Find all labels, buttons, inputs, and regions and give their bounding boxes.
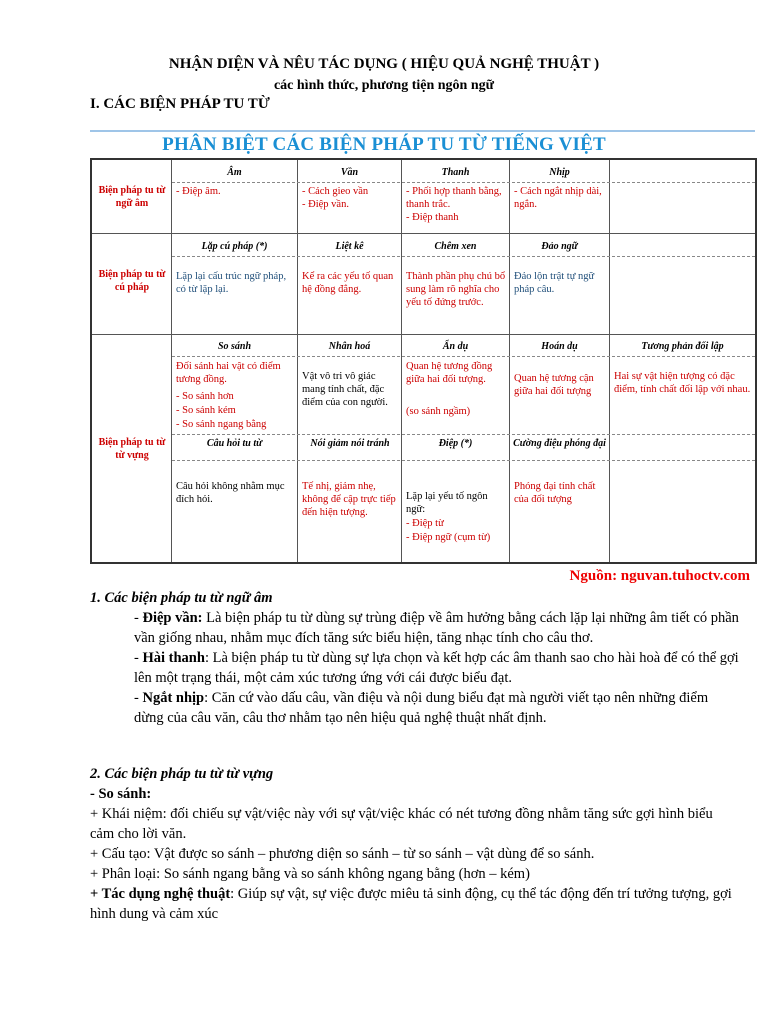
row-label-syntax: Biện pháp tu từ cú pháp: [98, 269, 166, 293]
section2-block: [90, 764, 740, 924]
doc-subtitle: các hình thức, phương tiện ngôn ngữ: [273, 78, 495, 93]
header-lap-cu-phap: Lặp cú pháp (*): [201, 241, 268, 252]
table-divider: [172, 460, 755, 461]
cell-so-sanh-kem: - So sánh kém: [176, 405, 236, 416]
header-thanh: Thanh: [441, 167, 470, 178]
table-divider: [509, 160, 510, 562]
term-ngat-nhip: Ngắt nhịp: [142, 690, 205, 706]
cell-so-sanh-ngang: - So sánh ngang bằng: [176, 419, 267, 430]
text-diep-van: Là biện pháp tu từ dùng sự trùng điệp về âm hưởng bằng cách lặp lại những âm tiết có phần vần giống nhau, nhằm mục đích tăng sức biểu hiện, tăng nhạc tính cho câu thơ.: [134, 610, 739, 646]
table-divider: [172, 256, 755, 257]
cell-cau-hoi: Câu hỏi không nhằm mục đích hỏi.: [176, 481, 285, 505]
source-link: Nguồn: nguvan.tuhoctv.com: [569, 568, 750, 584]
paragraph-diep-van: - Điệp vần: Là biện pháp tu từ dùng sự trùng điệp về âm hưởng bằng cách lặp lại những âm tiết có phần vần giống nhau, nhằm mục đích tăng sức biểu hiện, tăng nhạc tính cho câu thơ.: [134, 610, 739, 646]
cell-so-sanh-hon: - So sánh hơn: [176, 391, 234, 402]
section2-heading: 2. Các biện pháp tu từ từ vựng: [90, 766, 274, 782]
term-hai-thanh: Hài thanh: [142, 650, 205, 666]
line-cau-tao: + Cấu tạo: Vật được so sánh – phương diện so sánh – từ so sánh – vật dùng để so sánh.: [90, 846, 595, 862]
header-an-du: Ẩn dụ: [442, 341, 469, 352]
cell-diep-am: - Điệp âm.: [176, 186, 221, 197]
header-liet-ke: Liệt kê: [335, 241, 364, 252]
header-van: Vần: [340, 167, 359, 178]
header-nhip: Nhịp: [549, 167, 570, 178]
line-khai-niem: + Khái niệm: đối chiếu sự vật/việc này với sự vật/việc khác có nét tương đồng nhằm tăng sức gợi hình biểu cảm cho lời văn.: [90, 806, 713, 842]
table-divider: [92, 334, 755, 335]
paragraph-ngat-nhip: - Ngắt nhịp: Căn cứ vào dấu câu, vần điệu và nội dung biểu đạt mà người viết tạo nên những điểm dừng của câu văn, câu thơ nhằm tạo nên hiệu quả nghệ thuật nhất định.: [134, 690, 709, 726]
cell-noi-giam: Tế nhị, giảm nhẹ, không để cập trực tiếp đến hiện tượng.: [302, 481, 396, 518]
header-noi-giam: Nói giảm nói tránh: [310, 438, 390, 449]
header-cau-hoi-tu-tu: Câu hỏi tu từ: [206, 438, 263, 449]
table-divider: [172, 182, 755, 183]
cell-nhan-hoa: Vật vô tri vô giác mang tính chất, đặc điểm của con người.: [302, 371, 388, 408]
section1-heading: 1. Các biện pháp tu từ ngữ âm: [90, 590, 273, 606]
section2-sub: - So sánh:: [90, 786, 152, 802]
header-diep: Điệp (*): [438, 438, 473, 449]
table-divider: [171, 160, 172, 562]
cell-diep-ngu: - Điệp ngữ (cụm từ): [406, 532, 491, 543]
section1-block: [90, 588, 740, 728]
table-title: PHÂN BIỆT CÁC BIỆN PHÁP TU TỪ TIẾNG VIỆT: [162, 134, 606, 155]
cell-diep-van: - Điệp vần.: [302, 199, 349, 210]
comparison-table: [90, 158, 757, 564]
sub-so-sanh: So sánh:: [98, 786, 152, 802]
table-divider: [401, 160, 402, 562]
row-label-phonetic: Biện pháp tu từ ngữ âm: [98, 185, 166, 209]
cell-diep-tu: - Điệp từ: [406, 518, 444, 529]
cell-phoi-hop-thanh: - Phối hợp thanh bằng, thanh trắc.: [406, 186, 502, 210]
header-chem-xen: Chêm xen: [434, 241, 477, 252]
divider: [90, 130, 755, 132]
cell-lap-cu-phap: Lặp lại cấu trúc ngữ pháp, có từ lặp lại.: [176, 271, 287, 295]
cell-an-du-note: (so sánh ngầm): [406, 406, 471, 417]
text-ngat-nhip: : Căn cứ vào dấu câu, vần điệu và nội dung biểu đạt mà người viết tạo nên những điểm dừng của câu văn, câu thơ nhằm tạo nên hiệu quả nghệ thuật nhất định.: [134, 690, 709, 726]
cell-dao-ngu: Đảo lộn trật tự ngữ pháp câu.: [514, 271, 595, 295]
header-tuong-phan: Tương phản đối lập: [641, 341, 724, 352]
doc-title: NHẬN DIỆN VÀ NÊU TÁC DỤNG ( HIỆU QUẢ NGHỆ THUẬT ): [168, 56, 600, 72]
table-divider: [297, 160, 298, 562]
cell-tuong-phan: Hai sự vật hiện tượng có đặc điểm, tính chất đối lập với nhau.: [614, 371, 751, 395]
cell-liet-ke: Kể ra các yếu tố quan hệ đồng đẳng.: [302, 271, 394, 295]
text-hai-thanh: : Là biện pháp tu từ dùng sự lựa chọn và kết hợp các âm thanh sao cho hài hoà để có thể gợi lên một trạng thái, một cảm xúc tương ứng với cái được biểu đạt.: [134, 650, 739, 686]
cell-gieo-van: - Cách gieo vần: [302, 186, 369, 197]
header-dao-ngu: Đảo ngữ: [541, 241, 578, 252]
header-so-sanh: So sánh: [217, 341, 252, 352]
cell-an-du: Quan hệ tương đồng giữa hai đối tượng.: [406, 361, 493, 385]
cell-diep-def: Lặp lại yếu tố ngôn ngữ:: [406, 491, 488, 515]
table-divider: [92, 233, 755, 234]
cell-phong-dai: Phóng đại tính chất của đối tượng: [514, 481, 596, 505]
header-nhan-hoa: Nhân hoá: [328, 341, 371, 352]
line-phan-loai: + Phân loại: So sánh ngang bằng và so sánh không ngang bằng (hơn – kém): [90, 866, 530, 882]
cell-ngat-nhip: - Cách ngắt nhịp dài, ngắn.: [514, 186, 602, 210]
section-heading: I. CÁC BIỆN PHÁP TU TỪ: [90, 96, 270, 112]
table-divider: [609, 160, 610, 562]
cell-chem-xen: Thành phần phụ chú bổ sung làm rõ nghĩa cho yếu tố đứng trước.: [406, 271, 506, 308]
term-tac-dung: + Tác dụng nghệ thuật: [90, 886, 231, 902]
text-tac-dung: : Giúp sự vật, sự việc được miêu tả sinh động, cụ thể tác động đến trí tưởng tượng, gợi hình dung và cảm xúc: [90, 886, 732, 922]
paragraph-hai-thanh: - Hài thanh: Là biện pháp tu từ dùng sự lựa chọn và kết hợp các âm thanh sao cho hài hoà để có thể gợi lên một trạng thái, một cảm xúc tương ứng với cái được biểu đạt.: [134, 650, 739, 686]
header-am: Âm: [227, 167, 242, 178]
header-cuong-dieu: Cường điệu phóng đại: [513, 438, 606, 449]
line-tac-dung: [90, 884, 740, 924]
cell-so-sanh-def: Đối sánh hai vật có điểm tương đồng.: [176, 361, 281, 385]
cell-hoan-du: Quan hệ tương cận giữa hai đối tượng: [514, 373, 594, 397]
term-diep-van: Điệp vần:: [142, 610, 203, 626]
table-divider: [172, 434, 755, 435]
header-hoan-du: Hoán dụ: [541, 341, 578, 352]
table-divider: [172, 356, 755, 357]
row-label-lexical: Biện pháp tu từ từ vựng: [98, 437, 166, 461]
cell-diep-thanh: - Điệp thanh: [406, 212, 459, 223]
